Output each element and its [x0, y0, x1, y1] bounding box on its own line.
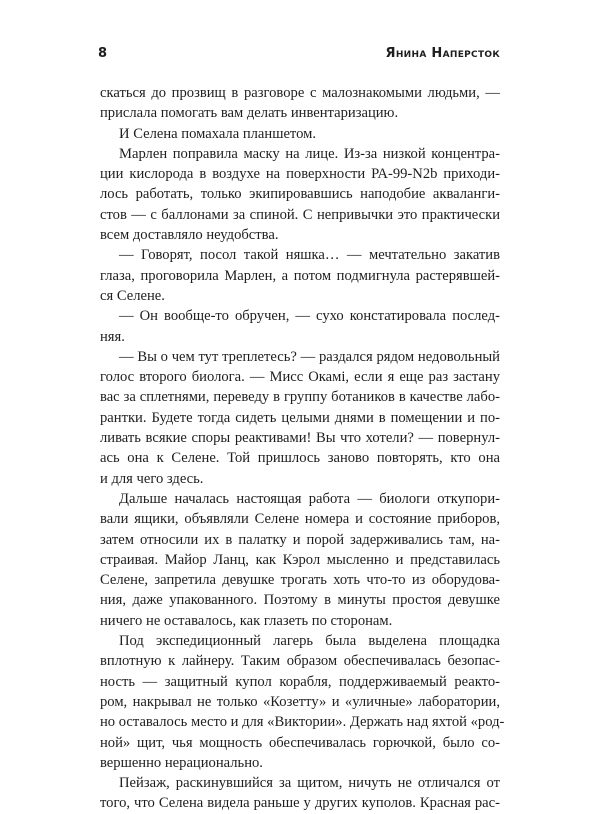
text-line: — Говорят, посол такой няшка… — мечтательно закатив — [119, 247, 500, 264]
text-line: ции кислорода в воздухе на поверхности РА-99-N2b приходи- — [100, 166, 500, 183]
body-text — [100, 83, 505, 814]
running-title: Янина Наперсток — [385, 46, 500, 61]
text-line: Марлен поправила маску на лице. Из-за низкой концентра- — [119, 145, 500, 162]
text-line: И Селена помахала планшетом. — [119, 125, 317, 142]
text-line: ром, накрывал не только «Козетту» и «уличные» лаборатории, — [100, 693, 500, 710]
text-line: вершенно нерационально. — [100, 754, 263, 771]
text-line: Пейзаж, раскинувшийся за щитом, ничуть не отличался от — [119, 775, 500, 792]
text-line: ничего не оставалось, как глазеть по сторонам. — [100, 612, 393, 629]
text-line: того, что Селена видела раньше у других куполов. Красная рас- — [100, 795, 500, 812]
text-line: глаза, проговорила Марлен, а потом подмигнула растерявшей- — [100, 267, 500, 284]
text-line: ность — защитный купол корабля, поддерживаемый реакто- — [100, 673, 500, 690]
text-line: вали ящики, объявляли Селене номера и состояние приборов, — [100, 511, 500, 528]
page-number: 8 — [98, 46, 108, 61]
text-line: стов — с баллонами за спиной. С непривычки это практически — [100, 206, 500, 223]
text-line: рантки. Будете тогда сидеть целыми днями в помещении и по- — [100, 409, 500, 426]
text-line: Селене, запретила девушке трогать хоть что-то из оборудова- — [100, 572, 500, 589]
text-line: Под экспедиционный лагерь была выделена площадка — [119, 633, 500, 650]
text-line: ся Селене. — [100, 287, 165, 304]
page-header — [98, 46, 500, 70]
text-line: ния, даже упакованного. Поэтому в минуты простоя девушке — [100, 592, 500, 609]
text-line: няя. — [100, 328, 125, 345]
text-line: Дальше началась настоящая работа — биологи откупори- — [119, 490, 500, 507]
text-line: ась она к Селене. Той пришлось заново повторять, кто она — [100, 450, 500, 467]
text-line: ливать всякие споры реактивами! Вы что хотели? — повернул- — [100, 430, 500, 447]
text-line: — Он вообще-то обручен, — сухо констатировала послед- — [119, 308, 500, 325]
text-line: и для чего здесь. — [100, 470, 204, 487]
text-line: скаться до прозвищ в разговоре с малознакомыми людьми, — — [100, 85, 500, 101]
text-line: вплотную к лайнеру. Таким образом обеспечивалась безопас- — [100, 653, 500, 670]
text-line: лось работать, только экипировавшись наподобие акваланги- — [100, 186, 500, 203]
text-line: но оставалось место и для «Виктории». Держать над яхтой «род- — [100, 714, 505, 731]
text-line: ной» щит, чья мощность обеспечивалась горючкой, было со- — [100, 734, 500, 751]
text-line: затем относили их в палатку и порой задерживались там, на- — [100, 531, 500, 548]
text-line: страивая. Майор Ланц, как Кэрол мысленно и представилась — [100, 551, 500, 568]
text-line: вас за сплетнями, переведу в группу ботаников в качестве лабо- — [100, 389, 500, 406]
text-line: прислала помогать вам делать инвентаризацию. — [100, 105, 399, 122]
text-line: голос второго биолога. — Мисс Окамі, если я еще раз застану — [100, 369, 500, 386]
text-line: — Вы о чем тут треплетесь? — раздался рядом недовольный — [119, 348, 500, 365]
text-line: всем доставляло неудобства. — [100, 227, 279, 244]
